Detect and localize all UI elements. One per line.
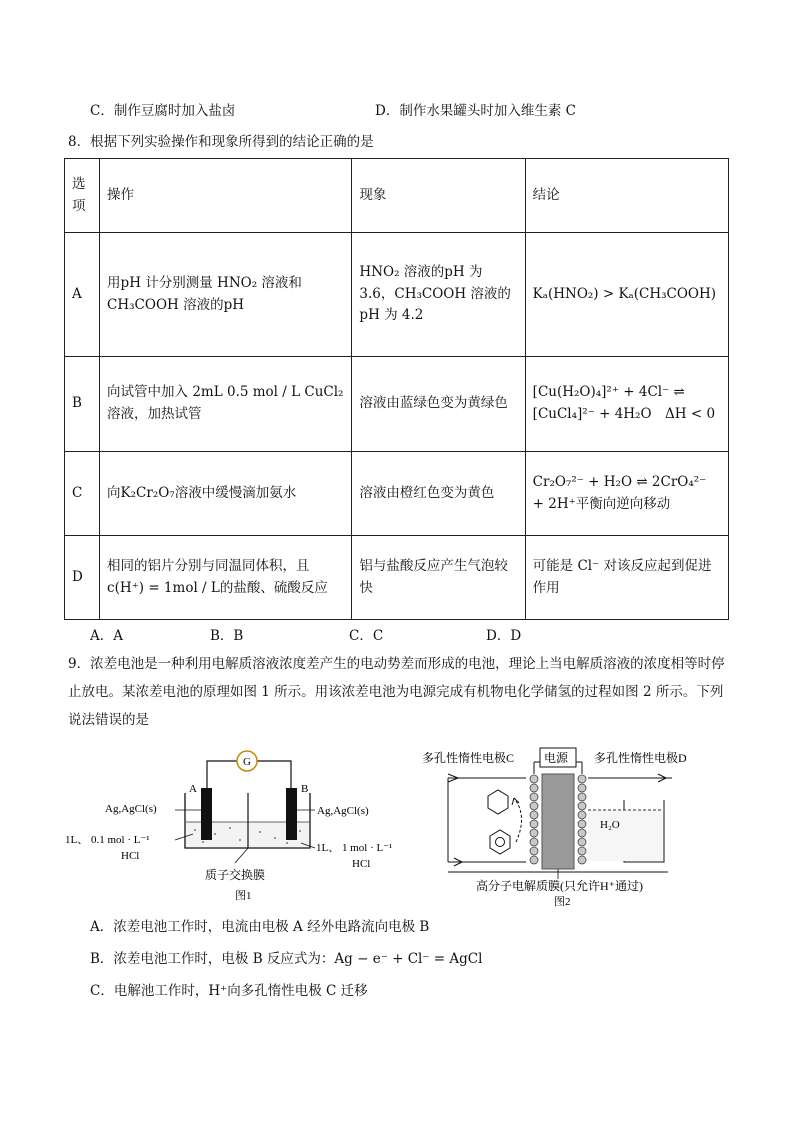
row-conclusion: 可能是 Cl⁻ 对该反应起到促进作用 [525,536,728,620]
q8-table [64,158,729,620]
q8-choice-d: D．D [486,628,522,644]
q8-choice-b: B．B [210,628,244,644]
row-phenomenon: HNO₂ 溶液的pH 为 3.6，CH₃COOH 溶液的pH 为 4.2 [352,233,525,357]
left-electrode-label: Ag,AgCl(s) [105,803,157,815]
right-electrode-label: Ag,AgCl(s) [317,805,369,817]
electrode-b [286,788,297,840]
water-label: H₂O [600,819,620,831]
membrane-label: 高分子电解质膜(只允许H⁺通过) [476,879,643,893]
membrane-label: 质子交换膜 [205,868,266,882]
figure-1-caption: 图1 [235,890,252,902]
row-operation: 相同的铝片分别与同温同体积，且 c(H⁺) = 1mol / L的盐酸、硫酸反应 [100,536,352,620]
q7-option-c: C．制作豆腐时加入盐卤 [90,103,236,119]
concentration-cell-diagram [65,748,405,908]
electrode-b-label: B [301,783,309,795]
figure-1 [65,748,405,908]
table-row [65,233,729,357]
row-operation: 向试管中加入 2mL 0.5 mol / L CuCl₂ 溶液，加热试管 [100,357,352,452]
electrode-a [201,788,212,840]
right-solution-acid: HCl [352,858,371,870]
right-solution-label: 1L、 1 mol · L⁻¹ [316,842,393,854]
q9-option-a: A．浓差电池工作时，电流由电极 A 经外电路流向电极 B [90,919,430,935]
left-solution-label: 1L、 0.1 mol · L⁻¹ [65,834,150,846]
row-phenomenon: 溶液由蓝绿色变为黄绿色 [352,357,525,452]
header-operation: 操作 [100,159,352,233]
header-conclusion: 结论 [525,159,728,233]
q8-choice-a: A．A [90,628,123,644]
figure-2 [418,744,734,908]
q9-stem: 9．浓差电池是一种利用电解质溶液浓度差产生的电动势差而形成的电池，理论上当电解质溶液的浓度相等时停止放电。某浓差电池的原理如图 1 所示。用该浓差电池为电源完成有机物电化学储氢的过程如图 2 所示。下列说法错误的是 [68,656,725,728]
row-conclusion: Cr₂O₇²⁻ + H₂O ⇌ 2CrO₄²⁻ + 2H⁺平衡向逆向移动 [525,452,728,536]
row-operation: 用pH 计分别测量 HNO₂ 溶液和 CH₃COOH 溶液的pH [100,233,352,357]
row-conclusion: [Cu(H₂O)₄]²⁺ + 4Cl⁻ ⇌ [CuCl₄]²⁻ + 4H₂O ΔH < 0 [525,357,728,452]
conversion-arrow [514,798,522,842]
row-phenomenon: 溶液由橙红色变为黄色 [352,452,525,536]
header-phenomenon: 现象 [352,159,525,233]
row-label: B [65,357,100,452]
q8-choice-c: C．C [349,628,384,644]
table-row [65,452,729,536]
q7-option-d: D．制作水果罐头时加入维生素 C [375,103,576,119]
table-header-row [65,159,729,233]
table-row [65,536,729,620]
galvanometer-label: G [243,756,251,768]
cyclohexane-icon [488,790,508,814]
water-chamber [588,810,663,861]
power-source-label: 电源 [544,751,569,765]
porous-electrode-d [578,775,586,864]
row-label: D [65,536,100,620]
row-conclusion: Kₐ(HNO₂) > Kₐ(CH₃COOH) [525,233,728,357]
benzene-icon [490,830,510,854]
q9-option-c: C．电解池工作时，H⁺向多孔惰性电极 C 迁移 [90,983,368,999]
row-label: C [65,452,100,536]
row-label: A [65,233,100,357]
electrode-a-label: A [189,783,197,795]
header-option: 选项 [65,159,100,233]
polymer-electrolyte-membrane [542,774,574,869]
q9-option-b: B．浓差电池工作时，电极 B 反应式为：Ag − e⁻ + Cl⁻ = AgCl [90,951,483,967]
electrode-d-label: 多孔性惰性电极D [594,751,687,765]
electrolysis-diagram [418,744,734,908]
row-operation: 向K₂Cr₂O₇溶液中缓慢滴加氨水 [100,452,352,536]
row-phenomenon: 铝与盐酸反应产生气泡较快 [352,536,525,620]
q8-stem: 8．根据下列实验操作和现象所得到的结论正确的是 [68,134,374,150]
figure-2-caption: 图2 [554,896,571,908]
porous-electrode-c [530,775,538,864]
table-row [65,357,729,452]
left-solution-acid: HCl [121,850,140,862]
electrode-c-label: 多孔性惰性电极C [422,751,515,765]
